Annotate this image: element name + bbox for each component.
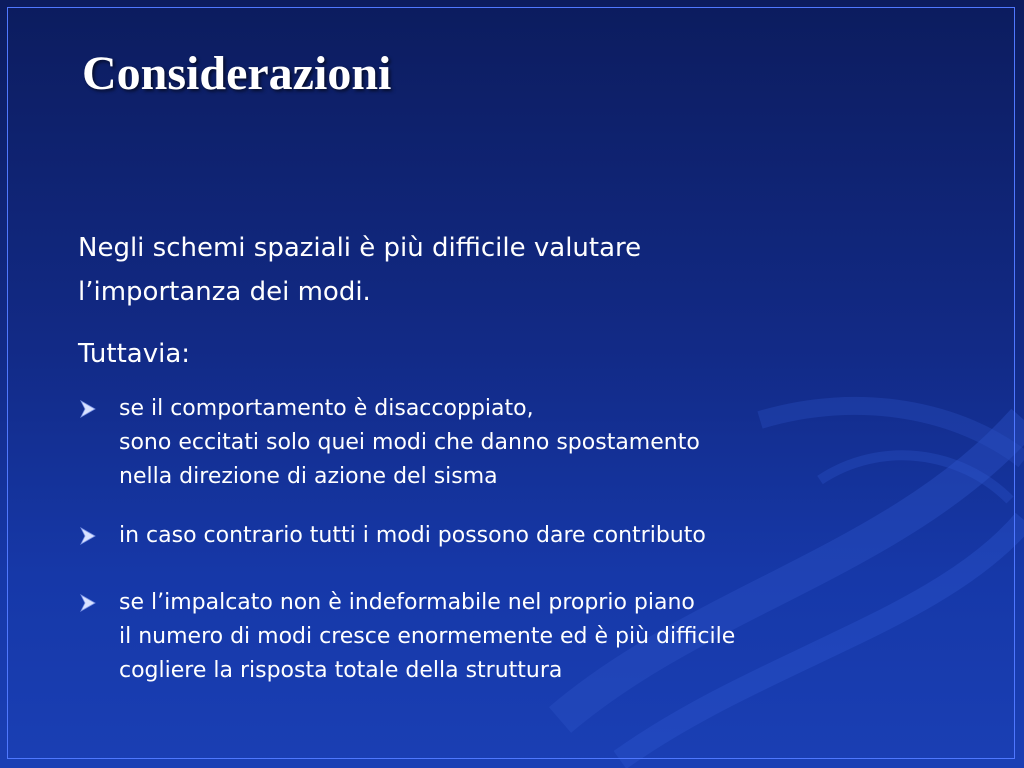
bullet-text-3 — [119, 586, 735, 688]
bullet-3-line-1: se l’impalcato non è indeformabile nel proprio piano — [119, 590, 695, 615]
intro-line-2: l’importanza dei modi. — [78, 277, 371, 307]
bullet-1-line-1: se il comportamento è disaccoppiato, — [119, 396, 534, 421]
slide-title: Considerazioni — [82, 47, 392, 100]
bullet-2-line-1: in caso contrario tutti i modi possono dare contributo — [119, 523, 706, 548]
bullet-1-line-2: sono eccitati solo quei modi che danno spostamento — [119, 430, 700, 455]
intro-line-1: Negli schemi spaziali è più difficile valutare — [78, 233, 642, 263]
bullet-3-line-3: cogliere la risposta totale della struttura — [119, 658, 563, 683]
intro-paragraph — [78, 226, 938, 314]
arrow-right-icon — [78, 526, 98, 546]
bullet-3-line-2: il numero di modi cresce enormemente ed è più difficile — [119, 624, 736, 649]
lead-text: Tuttavia: — [78, 339, 191, 369]
bullet-item-3 — [78, 586, 958, 688]
bullet-1-line-3: nella direzione di azione del sisma — [119, 464, 498, 489]
arrow-right-icon — [78, 593, 98, 613]
arrow-right-icon — [78, 399, 98, 419]
bullet-text-2 — [119, 519, 706, 553]
bullet-item-1 — [78, 392, 958, 494]
bullet-item-2 — [78, 519, 958, 553]
bullet-text-1 — [119, 392, 700, 494]
